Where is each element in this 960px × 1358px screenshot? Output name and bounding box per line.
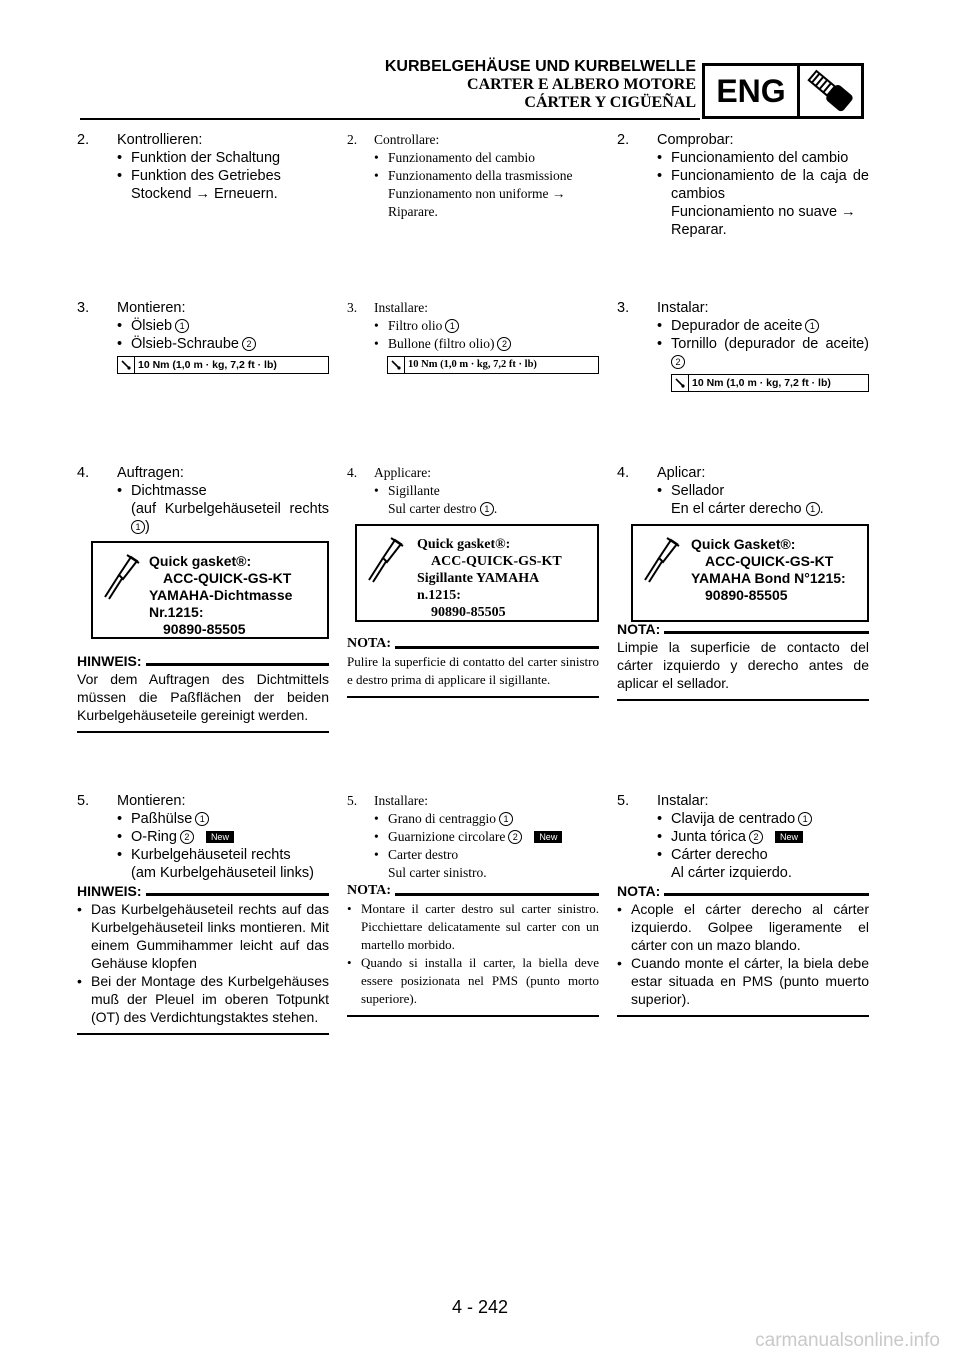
it-step-4: 4. Applicare: • Sigillante Sul carter destro 1 . <box>347 465 498 516</box>
sealant-tube-icon <box>641 536 681 589</box>
de-step-2: 2. Kontrollieren: • Funktion der Schaltung • Funktion des Getriebes Stockend → Erneuern. <box>77 132 281 202</box>
es-step-3: 3. Instalar: • Depurador de aceite 1 • Tornillo (depurador de aceite) 2 10 Nm (1,0 m · kg, 7,2 ft · lb) <box>617 299 869 392</box>
sealant-tube-icon <box>101 553 141 606</box>
eng-label: ENG <box>705 66 800 116</box>
new-part-badge: New <box>206 831 234 843</box>
it-step-5: 5. Installare: • Grano di centraggio 1 • Guarnizione circolare 2 New • Carter destro Sul carter sinistro. <box>347 792 599 882</box>
sealant-spec-box: Quick gasket®: ACC-QUICK-GS-KT Sigillante YAMAHA n.1215: 90890-85505 <box>355 524 599 622</box>
new-part-badge: New <box>775 831 803 843</box>
torque-spec: 10 Nm (1,0 m · kg, 7,2 ft · lb) <box>387 356 599 374</box>
it-step-3: 3. Installare: • Filtro olio 1 • Bullone (filtro olio) 2 10 Nm (1,0 m · kg, 7,2 ft · lb) <box>347 299 599 374</box>
sealant-spec-box: Quick Gasket®: ACC-QUICK-GS-KT YAMAHA Bond N°1215: 90890-85505 <box>631 524 869 622</box>
torque-wrench-icon <box>388 357 405 373</box>
es-step-2: 2. Comprobar: • Funcionamiento del cambio • Funcionamiento de la caja de cambios Funcionamiento no suave → Reparar. <box>617 132 869 238</box>
de-note-1: HINWEIS: Vor dem Auftragen des Dichtmittels müssen die Paßflächen der beiden Kurbelgehäuseteile gereinigt werden. <box>77 653 329 733</box>
sealant-spec-box: Quick gasket®: ACC-QUICK-GS-KT YAMAHA-Dichtmasse Nr.1215: 90890-85505 <box>91 541 329 639</box>
it-step-2: 2. Controllare: • Funzionamento del cambio • Funzionamento della trasmissione Funzionamento non uniforme → Riparare. <box>347 132 573 219</box>
watermark: carmanualsonline.info <box>755 1330 940 1351</box>
it-note-1: NOTA: Pulire la superficie di contatto del carter sinistro e destro prima di applicare il sigillante. <box>347 636 599 698</box>
es-step-4: 4. Aplicar: • Sellador En el cárter derecho 1 . <box>617 465 824 517</box>
es-note-2: NOTA: • Acople el cárter derecho al cárter izquierdo. Golpee ligeramente el cárter con un mazo blando. • Cuando monte el cárter, la biela debe estar situada en PMS (punto muerto superior). <box>617 883 869 1017</box>
header-title-de: KURBELGEHÄUSE UND KURBELWELLE <box>384 58 696 75</box>
page-header <box>385 58 696 112</box>
de-step-3: 3. Montieren: • Ölsieb 1 • Ölsieb-Schraube 2 10 Nm (1,0 m · kg, 7,2 ft · lb) <box>77 299 329 374</box>
new-part-badge: New <box>534 831 562 843</box>
engine-wrench-icon <box>800 66 861 116</box>
de-note-2: HINWEIS: • Das Kurbelgehäuseteil rechts auf das Kurbelgehäuseteil links montieren. Mit einem Gummihammer leicht auf das Gehäuse klopfen • Bei der Montage des Kurbelgehäuses muß der Pleuel im oberen Totpunkt (OT) des Verdichtungstaktes stehen. <box>77 883 329 1035</box>
header-title-es: CÁRTER Y CIGÜEÑAL <box>524 94 696 111</box>
page-number: 4 - 242 <box>451 1297 509 1317</box>
es-step-5: 5. Instalar: • Clavija de centrado 1 • Junta tórica 2 New • Cárter derecho Al cárter izquierdo. <box>617 792 869 882</box>
torque-spec: 10 Nm (1,0 m · kg, 7,2 ft · lb) <box>117 356 329 374</box>
de-step-5: 5. Montieren: • Paßhülse 1 • O-Ring 2 New • Kurbelgehäuseteil rechts (am Kurbelgehäuseteil links) <box>77 793 314 881</box>
eng-section-badge <box>702 63 864 119</box>
callout-2: 2 <box>242 337 256 351</box>
header-title-it: CARTER E ALBERO MOTORE <box>467 76 696 93</box>
torque-wrench-icon <box>118 357 135 373</box>
callout-1: 1 <box>175 319 189 333</box>
de-step-4: 4. Auftragen: • Dichtmasse (auf Kurbelgehäuseteil rechts 1 ) <box>77 465 329 535</box>
sealant-tube-icon <box>365 536 405 589</box>
torque-wrench-icon <box>672 375 689 391</box>
es-note-1: NOTA: Limpie la superficie de contacto del cárter izquierdo y derecho antes de aplicar el sellador. <box>617 621 869 701</box>
torque-spec: 10 Nm (1,0 m · kg, 7,2 ft · lb) <box>671 374 869 392</box>
header-rule <box>80 118 700 120</box>
it-note-2: NOTA: • Montare il carter destro sul carter sinistro. Picchiettare delicatamente sul carter con un martello morbido. • Quando si installa il carter, la biella deve essere posizionata nel PMS (punto morto superiore). <box>347 883 599 1017</box>
